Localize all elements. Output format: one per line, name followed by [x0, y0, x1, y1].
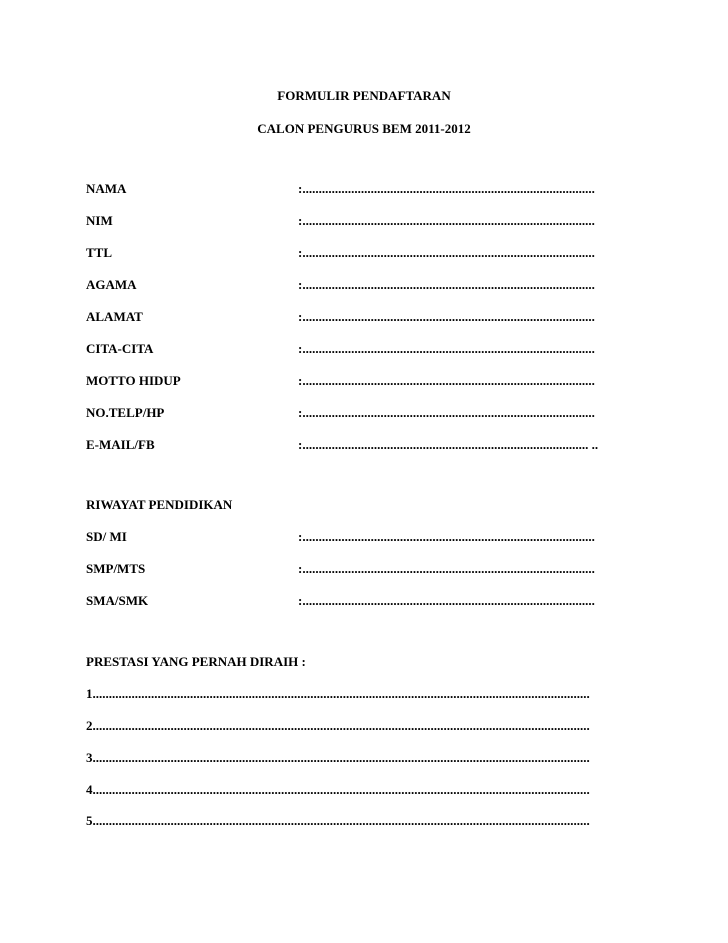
field-blank-cita-cita[interactable]: :..........................................................................................: [298, 341, 595, 356]
field-label-motto-hidup: MOTTO HIDUP: [86, 373, 181, 388]
field-label-nama: NAMA: [86, 181, 127, 196]
field-label-email: E-MAIL/FB: [86, 437, 155, 452]
field-blank-sd[interactable]: :..........................................................................................: [298, 529, 595, 544]
field-label-telp: NO.TELP/HP: [86, 405, 165, 420]
field-blank-nama[interactable]: :..........................................................................................: [298, 181, 595, 196]
field-row-motto-hidup: [86, 373, 646, 391]
field-row-sd: [86, 529, 646, 547]
achievement-line-4[interactable]: 4.........................................................................................................................................................: [86, 782, 590, 797]
field-row-agama: [86, 277, 646, 295]
achievement-line-2[interactable]: 2.........................................................................................................................................................: [86, 718, 590, 733]
field-label-ttl: TTL: [86, 245, 113, 260]
field-row-telp: [86, 405, 646, 423]
form-title: FORMULIR PENDAFTARAN: [277, 88, 451, 103]
education-heading: RIWAYAT PENDIDIKAN: [86, 497, 233, 512]
achievement-line-3[interactable]: 3.........................................................................................................................................................: [86, 750, 590, 765]
field-blank-alamat[interactable]: :..........................................................................................: [298, 309, 595, 324]
field-row-sma: [86, 593, 646, 611]
field-row-nim: [86, 213, 646, 231]
field-blank-ttl[interactable]: :..........................................................................................: [298, 245, 595, 260]
field-blank-smp[interactable]: :..........................................................................................: [298, 561, 595, 576]
field-blank-telp[interactable]: :..........................................................................................: [298, 405, 595, 420]
field-label-smp: SMP/MTS: [86, 561, 146, 576]
field-label-sma: SMA/SMK: [86, 593, 149, 608]
field-row-ttl: [86, 245, 646, 263]
field-label-nim: NIM: [86, 213, 113, 228]
field-row-email: [86, 437, 646, 455]
field-label-alamat: ALAMAT: [86, 309, 143, 324]
field-label-cita-cita: CITA-CITA: [86, 341, 154, 356]
achievement-line-1[interactable]: 1.........................................................................................................................................................: [86, 686, 590, 701]
field-blank-email[interactable]: :........................................................................................ ..: [298, 437, 599, 452]
achievement-line-5[interactable]: 5.........................................................................................................................................................: [86, 813, 590, 828]
field-label-sd: SD/ MI: [86, 529, 127, 544]
field-blank-motto-hidup[interactable]: :..........................................................................................: [298, 373, 595, 388]
field-row-smp: [86, 561, 646, 579]
field-row-nama: [86, 181, 646, 199]
achievements-heading: PRESTASI YANG PERNAH DIRAIH :: [86, 654, 306, 669]
field-blank-agama[interactable]: :..........................................................................................: [298, 277, 595, 292]
field-row-cita-cita: [86, 341, 646, 359]
field-label-agama: AGAMA: [86, 277, 137, 292]
form-subtitle: CALON PENGURUS BEM 2011-2012: [257, 121, 471, 136]
field-blank-nim[interactable]: :..........................................................................................: [298, 213, 595, 228]
field-row-alamat: [86, 309, 646, 327]
field-blank-sma[interactable]: :..........................................................................................: [298, 593, 595, 608]
